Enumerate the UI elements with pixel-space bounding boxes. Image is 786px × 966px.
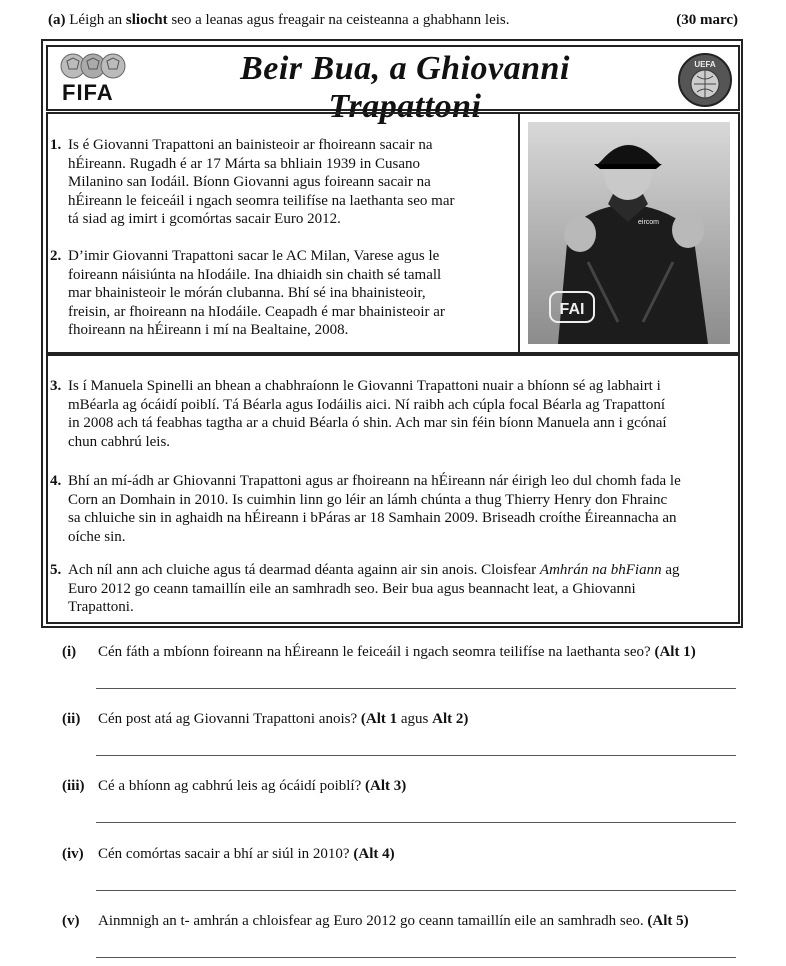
paragraph-5 [50, 561, 724, 617]
paragraph-line: fhoireann na hÉireann i mí na Bealtaine, 2008. [68, 322, 349, 338]
paragraph-line: Trapattoni. [68, 599, 134, 615]
paragraph-line: hÉireann. Rugadh é ar 17 Márta sa bhliain 1939 in Cusano [68, 155, 421, 172]
paragraph-number: 1. [50, 137, 62, 153]
question-i [62, 644, 742, 664]
paragraph-line: in 2008 ach tá feabhas tagtha ar a chuid Béarla ó shin. Ach mar sin féin bíonn Manuela ann i gcónaí [68, 415, 667, 431]
question-iv [62, 846, 742, 866]
paragraph-number: 5. [50, 562, 62, 578]
jacket-brand-text: eircom [638, 219, 660, 226]
fifa-logo-text: FIFA [62, 80, 114, 105]
fai-badge-text: FAI [559, 301, 585, 318]
paragraph-1 [50, 136, 496, 229]
paragraph-2 [50, 247, 496, 340]
question-text: Cén fáth a mbíonn foireann na hÉireann le feiceáil i ngach seomra teilifíse na laethanta seo? (Alt 1) [98, 644, 696, 660]
paragraph-line: freisin, ar fhoireann na hIodáile. Ceapadh é mar bhainisteoir ar [68, 303, 445, 320]
paragraph-line: Is í Manuela Spinelli an bhean a chabhraíonn le Giovanni Trapattoni nuair a bhíonn sé ag labhairt i [68, 378, 661, 394]
paragraph-number: 4. [50, 473, 62, 489]
uefa-logo-icon [677, 52, 733, 108]
paragraph-number: 2. [50, 248, 62, 264]
paragraph-4 [50, 472, 724, 546]
question-number: (iv) [62, 846, 84, 862]
paragraph-line: Corn an Domhain in 2010. Is cuimhin linn go léir an lámh chúnta a thug Thierry Henry don Fhrainc [68, 491, 668, 508]
answer-line-ii[interactable] [96, 755, 736, 756]
paragraph-line: sa chluiche sin in aghaidh na hÉireann i bPáras ar 18 Samhain 2009. Briseadh croíthe Éireannacha an [68, 510, 677, 526]
paragraph-line: mar bhainisteoir le mórán clubanna. Bhí sé ina bhainisteoir, [68, 285, 426, 301]
question-v [62, 913, 742, 933]
paragraph-line: Is é Giovanni Trapattoni an bainisteoir ar fhoireann sacair na [68, 137, 433, 153]
question-number: (iii) [62, 778, 85, 794]
paragraph-line: oíche sin. [68, 528, 126, 545]
instruction-text-before: Léigh an [69, 12, 123, 28]
instruction-text-after: seo a leanas agus freagair na ceisteanna a ghabhann leis. [171, 12, 510, 28]
instruction-bold-word: sliocht [125, 12, 168, 28]
answer-line-iii[interactable] [96, 822, 736, 823]
question-number: (ii) [62, 711, 81, 727]
paragraph-line: tá siad ag imirt i gcomórtas sacair Euro 2012. [68, 211, 341, 227]
paragraph-line [68, 561, 724, 580]
question-number: (i) [62, 644, 77, 660]
answer-line-i[interactable] [96, 688, 736, 689]
paragraph-number: 3. [50, 378, 62, 394]
paragraph-line: Milanino san Iodáil. Bíonn Giovanni agus foireann sacair na [68, 174, 431, 190]
paragraph-text: ag [665, 562, 680, 578]
paragraph-line: D’imir Giovanni Trapattoni sacar le AC Milan, Varese agus le [68, 248, 440, 264]
question-text: Cén post atá ag Giovanni Trapattoni anois? (Alt 1 agus Alt 2) [98, 711, 469, 727]
fifa-logo-balls-icon [58, 52, 128, 80]
question-text: Ainmnigh an t- amhrán a chloisfear ag Euro 2012 go ceann tamaillín eile an samhradh seo. (Alt 5) [98, 913, 689, 929]
paragraph-line: hÉireann le feiceáil i ngach seomra teilifíse na laethanta seo mar [68, 192, 455, 209]
question-number: (v) [62, 913, 80, 929]
passage-title: Beir Bua, a Ghiovanni Trapattoni [240, 50, 570, 125]
question-iii [62, 778, 742, 798]
question-text: Cé a bhíonn ag cabhrú leis ag ócáidí poiblí? (Alt 3) [98, 778, 407, 794]
paragraph-3 [50, 377, 724, 451]
question-ii [62, 711, 742, 731]
trapattoni-photo [528, 122, 730, 344]
paragraph-line: chun cabhrú leis. [68, 433, 171, 450]
answer-line-iv[interactable] [96, 890, 736, 891]
paragraph-line: mBéarla ag ócáidí poiblí. Tá Béarla agus Iodáilis aici. Ní raibh ach cúpla focal Béarla ag Trapattoní [68, 396, 666, 413]
paragraph-text: Ach níl ann ach cluiche agus tá dearmad déanta againn air sin anois. Cloisfear [68, 562, 537, 578]
question-text: Cén comórtas sacair a bhí ar siúl in 2010? (Alt 4) [98, 846, 395, 862]
answer-line-v[interactable] [96, 957, 736, 958]
uefa-logo-text: UEFA [694, 60, 716, 69]
anthem-title: Amhrán na bhFiann [539, 562, 662, 578]
paragraph-line: foireann náisiúnta na hIodáile. Ina dhiaidh sin chaith sé tamall [68, 266, 442, 283]
paragraph-line: Bhí an mí-ádh ar Ghiovanni Trapattoni agus ar fhoireann na hÉireann nár éirigh leo dul chomh fada le [68, 473, 681, 489]
instruction-label: (a) [48, 12, 66, 28]
paragraph-line: Euro 2012 go ceann tamaillín eile an samhradh seo. Beir bua agus beannacht leat, a Ghiovanni [68, 580, 636, 597]
marks-label: (30 marc) [676, 12, 738, 28]
instruction-line [48, 12, 738, 29]
